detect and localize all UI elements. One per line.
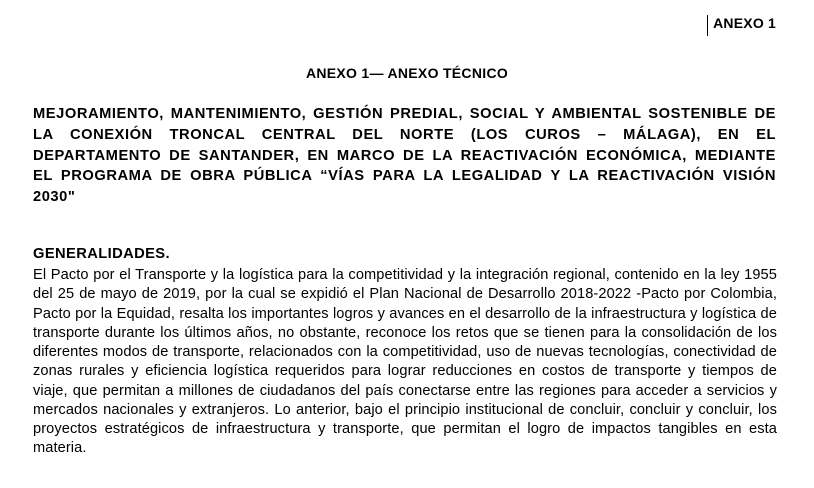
body-paragraph: El Pacto por el Transporte y la logística para la competitividad y la integración regional, contenido en la ley 1955 del 25 de mayo de 2019, por la cual se expidió el Plan Nacional de Desarrollo 2018-2022 -Pacto por Colombia, Pacto por la Equidad, resalta los importantes logros y avances en el desarrollo de la infraestructura y logística de transporte durante los últimos años, no obstante, reconoce los retos que se tienen para la consolidación de los diferentes modos de transporte, relacionados con la competitividad, uso de nuevas tecnologías, conectividad de zonas rurales y eficiencia logística requeridos para lograr reducciones en costos de transporte y tiempos de viaje, que permitan a millones de ciudadanos del país conectarse entre las regiones para acceder a servicios y mercados nacionales y extranjeros. Lo anterior, bajo el principio institucional de concluir, concluir y concluir, los proyectos estratégicos de infraestructura y transporte, que permitan el logro de impactos tangibles en esta materia. bbox=[33, 267, 777, 457]
document-title: ANEXO 1— ANEXO TÉCNICO bbox=[305, 65, 509, 81]
text-cursor bbox=[707, 15, 708, 36]
project-title: MEJORAMIENTO, MANTENIMIENTO, GESTIÓN PREDIAL, SOCIAL Y AMBIENTAL SOSTENIBLE DE LA CONEXIÓN TRONCAL CENTRAL DEL NORTE (LOS CUROS – MÁLAGA), EN EL DEPARTAMENTO DE SANTANDER, EN MARCO DE LA REACTIVACIÓN ECONÓMICA, MEDIANTE EL PROGRAMA DE OBRA PÚBLICA “VÍAS PARA LA LEGALIDAD Y LA REACTIVACIÓN VISIÓN 2030" bbox=[33, 106, 776, 206]
annex-header-label: ANEXO 1 bbox=[713, 15, 776, 31]
section-heading: GENERALIDADES. bbox=[33, 246, 170, 262]
